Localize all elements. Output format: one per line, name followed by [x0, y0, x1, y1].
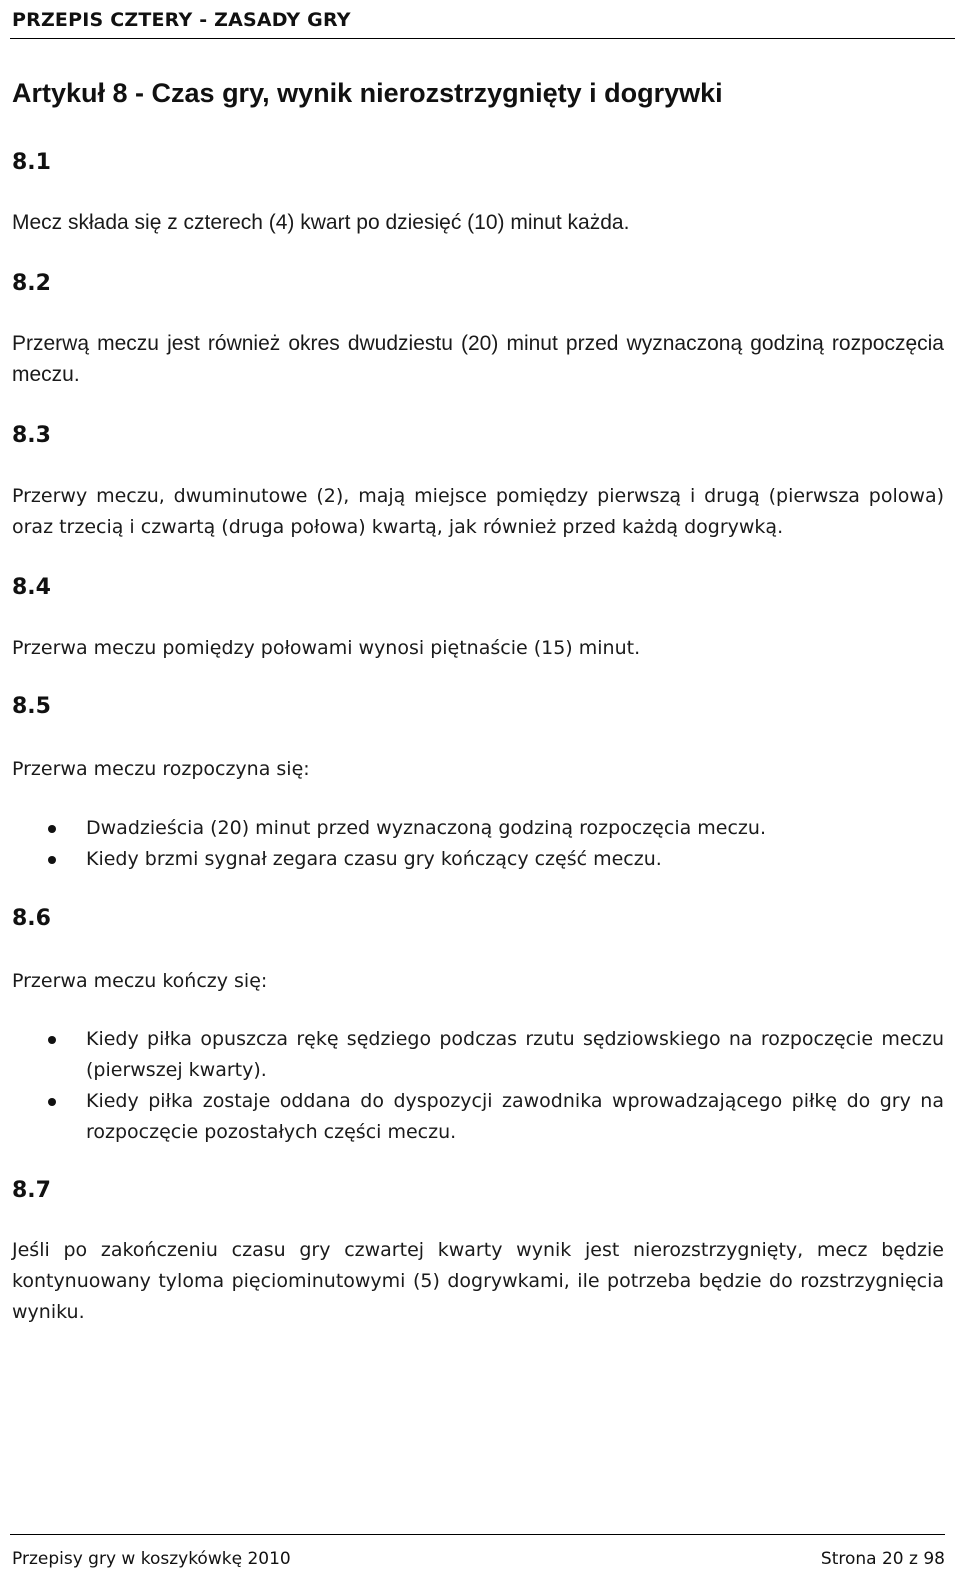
- page-footer: [10, 1534, 945, 1575]
- bullet-icon: [48, 856, 56, 864]
- list-item: [48, 1086, 944, 1148]
- section-number: 8.6: [12, 906, 51, 931]
- section-number: 8.4: [12, 575, 51, 600]
- section-text: Przerwą meczu jest również okres dwudziestu (20) minut przed wyznaczoną godziną rozpoczęcia meczu.: [12, 332, 944, 386]
- section-text: Przerwa meczu kończy się:: [12, 970, 268, 992]
- section-text: Jeśli po zakończeniu czasu gry czwartej kwarty wynik jest nierozstrzygnięty, mecz będzie kontynuowany tyloma pięciominutowymi (5) dogrywkami, ile potrzeba będzie do rozstrzygnięcia wyniku.: [12, 1239, 944, 1323]
- section-number: 8.7: [12, 1178, 51, 1203]
- section-text: Przerwa meczu pomiędzy połowami wynosi piętnaście (15) minut.: [12, 637, 641, 659]
- section-number: 8.3: [12, 423, 51, 448]
- article-title: Artykuł 8 - Czas gry, wynik nierozstrzygnięty i dogrywki: [12, 78, 723, 108]
- list-item-text: Dwadzieścia (20) minut przed wyznaczoną godziną rozpoczęcia meczu.: [86, 817, 766, 839]
- bullet-icon: [48, 1036, 56, 1044]
- bullet-icon: [48, 825, 56, 833]
- section-number: 8.5: [12, 694, 51, 719]
- list-item-text: Kiedy piłka zostaje oddana do dyspozycji zawodnika wprowadzającego piłkę do gry na rozpoczęcie pozostałych części meczu.: [86, 1090, 944, 1143]
- section-text: Przerwy meczu, dwuminutowe (2), mają miejsce pomiędzy pierwszą i drugą (pierwsza polowa) oraz trzecią i czwartą (druga połowa) kwartą, jak również przed każdą dogrywką.: [12, 485, 944, 538]
- bullet-list: [48, 813, 944, 875]
- section-text: Przerwa meczu rozpoczyna się:: [12, 758, 310, 780]
- list-item: [48, 1024, 944, 1086]
- page-header: [10, 0, 955, 39]
- list-item-text: Kiedy brzmi sygnał zegara czasu gry kończący część meczu.: [86, 848, 662, 870]
- section-text: Mecz składa się z czterech (4) kwart po dziesięć (10) minut każda.: [12, 211, 630, 234]
- section-number: 8.1: [12, 150, 51, 175]
- list-item-text: Kiedy piłka opuszcza rękę sędziego podczas rzutu sędziowskiego na rozpoczęcie meczu (pierwszej kwarty).: [86, 1028, 944, 1081]
- section-number: 8.2: [12, 271, 51, 296]
- header-title: PRZEPIS CZTERY - ZASADY GRY: [12, 9, 351, 31]
- footer-document-name: Przepisy gry w koszykówkę 2010: [12, 1549, 291, 1569]
- bullet-icon: [48, 1098, 56, 1106]
- list-item: [48, 844, 944, 875]
- bullet-list: [48, 1024, 944, 1148]
- page-number: Strona 20 z 98: [820, 1549, 945, 1569]
- list-item: [48, 813, 944, 844]
